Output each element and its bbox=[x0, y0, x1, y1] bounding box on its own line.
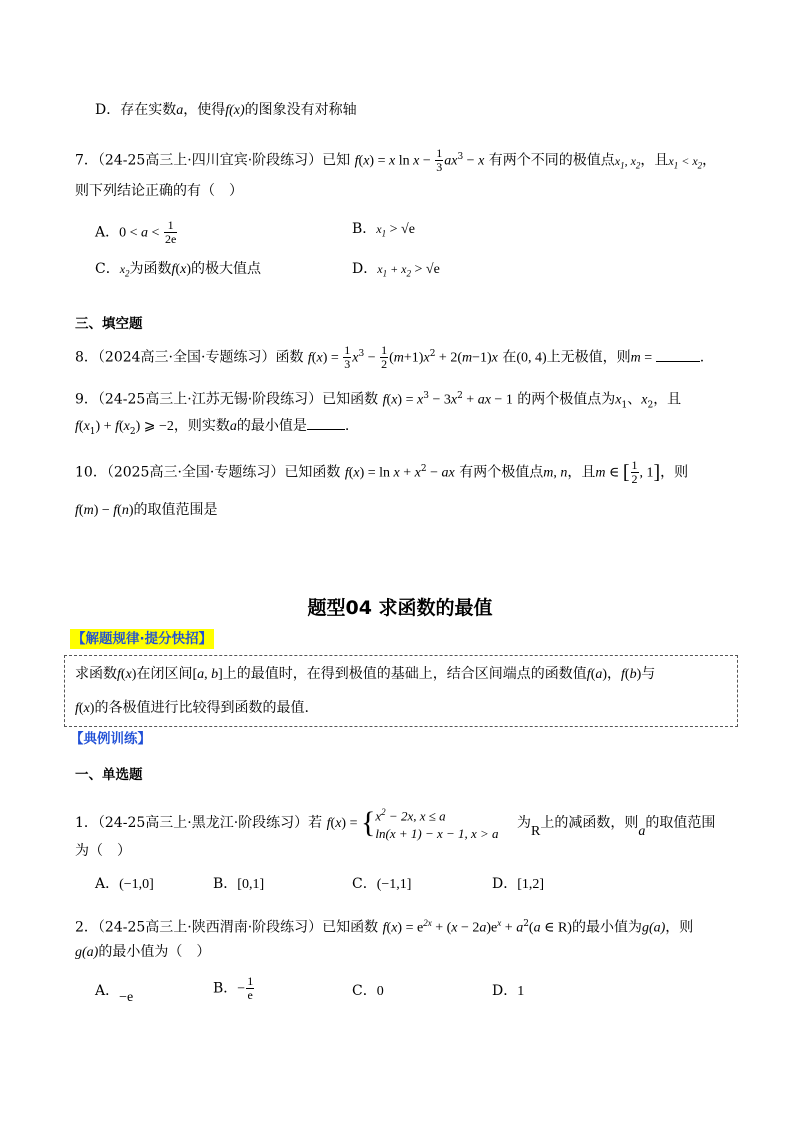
var-a: a bbox=[176, 103, 184, 118]
option-value: [0,1] bbox=[237, 877, 265, 892]
option-value: (−1,1] bbox=[376, 877, 412, 892]
question-source: （2024高三·全国·专题练习）函数 bbox=[97, 349, 304, 366]
examples-tag: 【典例训练】 bbox=[70, 731, 151, 747]
option-label: A． bbox=[95, 876, 120, 892]
option-text: 存在实数 bbox=[120, 102, 177, 118]
tip-text: 上的最值时，在得到极值的基础上，结合区间端点的函数值 bbox=[222, 666, 587, 682]
option-text-mid: ，使得 bbox=[183, 102, 226, 118]
question-text: ，则实数 bbox=[173, 418, 230, 434]
option-text-post: 的图象没有对称轴 bbox=[244, 102, 357, 118]
p2-option-c[interactable] bbox=[352, 981, 384, 1002]
tip-text: 在闭区间 bbox=[136, 666, 193, 682]
tip-line1: 求函数f(x)在闭区间[a, b]上的最值时，在得到极值的基础上，结合区间端点的函数值f(a)，f(b)与 bbox=[75, 666, 656, 682]
option-value: (−1,0] bbox=[119, 877, 154, 892]
option-value: 0 bbox=[376, 984, 384, 999]
option-text: 为函数 bbox=[129, 261, 172, 277]
option-label: D． bbox=[352, 261, 378, 277]
q7-option-b: B．$x_1 > √e$ bbox=[352, 221, 415, 239]
question-source: （24-25高三上·江苏无锡·阶段练习）已知函数 bbox=[97, 391, 379, 408]
p2-option-d[interactable] bbox=[492, 981, 524, 1002]
tip-text: ， bbox=[607, 666, 622, 682]
q7-option-a: A．0 < a < $\frac{1}{2e}$ bbox=[95, 218, 177, 246]
option-label: D． bbox=[492, 876, 518, 892]
set-R: R bbox=[531, 824, 541, 840]
option-label: C． bbox=[352, 983, 377, 999]
math-cond: $x_1 < x_2$ bbox=[668, 153, 703, 171]
option-label: B． bbox=[213, 876, 238, 892]
option-label: C． bbox=[95, 261, 120, 277]
q10-stem-line2: f(m) − f(n)的取值范围是 bbox=[75, 502, 218, 518]
q7-stem-line2: 则下列结论正确的有（ ） bbox=[75, 183, 243, 199]
question-text: ，则 bbox=[660, 464, 689, 481]
option-value: −e bbox=[119, 990, 134, 1005]
question-number: 8． bbox=[75, 349, 98, 366]
p1-option-a[interactable] bbox=[95, 874, 154, 895]
math-function-def: f bbox=[354, 153, 359, 169]
question-text: 的取值范围 bbox=[645, 815, 716, 832]
p1-option-d[interactable] bbox=[492, 874, 544, 895]
p1-option-b[interactable] bbox=[213, 874, 264, 895]
math-g: g(a) bbox=[75, 945, 99, 960]
option-label: A． bbox=[95, 983, 120, 999]
tip-tag: 【解题规律·提分快招】 bbox=[72, 631, 213, 647]
question-text: 的取值范围是 bbox=[133, 502, 218, 518]
question-text: 有两个不同的极值点 bbox=[488, 152, 615, 169]
question-number: 2． bbox=[75, 919, 98, 936]
p2-option-b[interactable]: B．− $\frac{1}{e}$ bbox=[213, 974, 254, 1002]
option-label: B． bbox=[213, 980, 238, 997]
q9-stem-line2: $f(x_1) + f(x_2)$ ⩾ −2，则实数a的最小值是 . bbox=[75, 418, 350, 437]
p2-stem: 2．（24-25高三上·陕西渭南·阶段练习）已知函数 $f(x) = e^{2x} + (x - 2a)e^x + a^2(a$ ∈ R)的最小值为g(a)，则 bbox=[75, 918, 694, 936]
p1-stem-line2: 为（ ） bbox=[75, 843, 131, 859]
p2-option-a[interactable] bbox=[95, 981, 134, 1005]
var-a: a bbox=[229, 419, 237, 434]
question-text: ，则 bbox=[665, 919, 694, 936]
tip-line2: f(x)的各极值进行比较得到函数的最值. bbox=[75, 700, 309, 716]
question-source: （24-25高三上·陕西渭南·阶段练习）已知函数 bbox=[97, 919, 379, 936]
section-heading-single-choice: 一、单选题 bbox=[75, 767, 143, 783]
question-text: ，且 bbox=[640, 152, 669, 169]
math-g: g(a) bbox=[641, 920, 666, 936]
q6-option-d bbox=[95, 100, 357, 121]
q7-stem: 7．（24-25高三上·四川宜宾·阶段练习）已知 f(x) = x ln x − $\frac{1}{3}$ $ax^3 - x$ 有两个不同的极值点$x_1$, $x_2$，且$x_1 < x_2$， bbox=[75, 146, 717, 175]
question-text: 的最小值是 bbox=[236, 418, 307, 434]
question-number: 7． bbox=[75, 152, 98, 169]
option-label: D． bbox=[95, 102, 121, 118]
question-text: 在 bbox=[502, 349, 517, 366]
option-label: C． bbox=[352, 876, 377, 892]
section-heading-fill-blank: 三、填空题 bbox=[75, 316, 143, 332]
option-label: B． bbox=[352, 221, 377, 237]
section-title: 题型04 求函数的最值 bbox=[307, 597, 493, 619]
question-text: 的最小值为 bbox=[571, 919, 642, 936]
tip-text: 的各极值进行比较得到函数的最值. bbox=[94, 700, 309, 716]
p2-stem-line2 bbox=[75, 942, 210, 963]
question-source: （24-25高三上·黑龙江·阶段练习）若 bbox=[97, 815, 323, 832]
p1-option-c[interactable] bbox=[352, 874, 411, 895]
option-text: 的极大值点 bbox=[191, 261, 261, 277]
q7-option-d: D．$x_1 + x_2 > √e$ bbox=[352, 261, 440, 279]
answer-blank[interactable] bbox=[656, 349, 700, 362]
tip-text: 求函数 bbox=[75, 666, 117, 682]
question-text: ， bbox=[702, 152, 717, 169]
answer-blank[interactable] bbox=[307, 417, 345, 430]
q8-stem: 8．（2024高三·全国·专题练习）函数 f(x) = $\frac{1}{3}$ $x^3$ − $\frac{1}{2}$ $(m+1)x^2 + 2(m-1)x$ 在(0, 4)上无极值，则m = . bbox=[75, 343, 705, 372]
question-source: （24-25高三上·四川宜宾·阶段练习）已知 bbox=[97, 152, 351, 169]
question-text: 的最小值为（ ） bbox=[98, 944, 211, 960]
option-value: 1 bbox=[517, 984, 525, 999]
question-text: 的两个极值点为 bbox=[517, 391, 616, 408]
question-text: ，且 bbox=[653, 391, 682, 408]
question-text: 上的减函数，则 bbox=[540, 815, 639, 832]
math-fx: f(x) bbox=[225, 103, 245, 118]
option-label: A． bbox=[95, 224, 120, 241]
q7-option-c: C．$x_2$为函数f(x)的极大值点 bbox=[95, 261, 261, 279]
tip-text: 与 bbox=[641, 666, 656, 682]
question-text: . bbox=[699, 349, 705, 366]
question-text: ，且 bbox=[567, 464, 596, 481]
question-text: 有两个极值点 bbox=[459, 464, 544, 481]
question-number: 9． bbox=[75, 391, 98, 408]
question-text: 为 bbox=[517, 815, 532, 832]
math-x1x2: $x_1$, $x_2$ bbox=[614, 153, 641, 171]
question-number: 10． bbox=[75, 464, 107, 481]
p1-stem: 1．（24-25高三上·黑龙江·阶段练习）若 f(x) = { $x^2 - 2x$, x ≤ a ln(x + 1) − x − 1, x > a 为R上的减函数，则a的取值范围 bbox=[75, 806, 716, 842]
q9-stem: 9．（24-25高三上·江苏无锡·阶段练习）已知函数 $f(x) = x^3 - 3x^2$ + ax − 1 的两个极值点为$x_1$、$x_2$，且 bbox=[75, 391, 682, 411]
question-text: . bbox=[344, 418, 350, 434]
option-label: D． bbox=[492, 983, 518, 999]
question-text: 上无极值，则 bbox=[546, 349, 631, 366]
question-source: （2025高三·全国·专题练习）已知函数 bbox=[106, 464, 341, 481]
option-value: [1,2] bbox=[517, 877, 545, 892]
var-a: a bbox=[638, 824, 646, 840]
q10-stem: 10．（2025高三·全国·专题练习）已知函数 $f(x) = \ln x + x^2$ − ax 有两个极值点m, n，且m ∈ [ $\frac{1}{2}$ , 1]，则 bbox=[75, 458, 689, 487]
question-number: 1． bbox=[75, 815, 98, 832]
